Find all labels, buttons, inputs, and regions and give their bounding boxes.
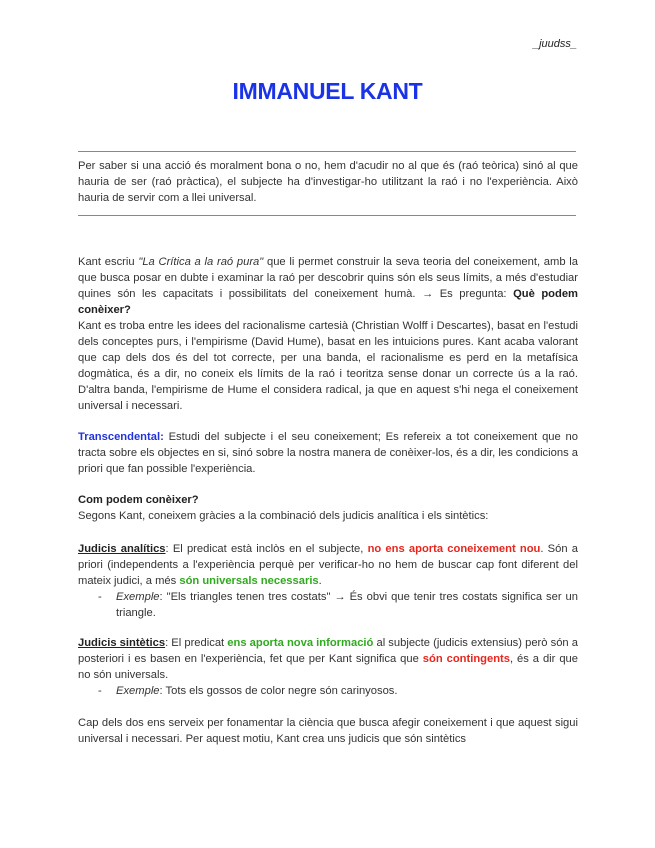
synthetic-example: - Exemple: Tots els gossos de color negre són carinyosos. (98, 685, 398, 697)
analytic-term: Judicis analítics (78, 543, 166, 555)
synthetic-highlight-red: són contingents (422, 653, 510, 665)
analytic-highlight-red: no ens aporta coneixement nou (367, 543, 541, 555)
transcendental-definition: Transcendental: Estudi del subjecte i el seu coneixement; Es refereix a tot coneixement que no tracta sobre els objectes en si, sinó sobre la nostra manera de conèixer-los, és a dir, les condicions a priori que fan possible l'experiència. (78, 431, 578, 475)
analytic-example: - Exemple: "Els triangles tenen tres costats" → És obvi que tenir tres costats significa ser un triangle. (98, 591, 578, 619)
transcendental-term: Transcendental: (78, 431, 164, 443)
rationalism-empiricism-paragraph: Kant es troba entre les idees del racionalisme cartesià (Christian Wolff i Descartes), basat en l'estudi dels conceptes purs, i l'empirisme (David Hume), basat en les intuicions pures. Kant acaba valorant que cap dels dos és del tot correcte, per una banda, el racionalisme es perd en la metafísica dogmàtica, és a dir, no coneix els límits de la raó i teoritza sense donar un correcte ús a la raó. D'altra banda, l'empirisme de Hume el considera radical, ja que en aquest s'hi nega el coneixement universal i necessari. (78, 320, 578, 412)
question-what: Què podem conèixer? (78, 288, 578, 316)
divider-bottom (78, 215, 576, 216)
analytic-highlight-green: són universals necessaris (179, 575, 319, 587)
synthetic-highlight-green: ens aporta nova informació (227, 637, 374, 649)
synthetic-judgments: Judicis sintètics: El predicat ens aporta nova informació al subjecte (judicis extensius) però són a posteriori i es basen en l'experiència, fet que per Kant significa que són contingents, és a dir que no són universals. - Exemple: Tots els gossos de color negre són carinyosos. (78, 637, 578, 697)
closing-paragraph: Cap dels dos ens serveix per fonamentar la ciència que busca afegir coneixement i que aquest sigui universal i necessari. Per aquest motiu, Kant crea uns judicis que són sintètics (78, 717, 578, 745)
how-section: Com podem conèixer? Segons Kant, coneixem gràcies a la combinació dels judicis analítica i els sintètics: (78, 494, 489, 522)
page-title: IMMANUEL KANT (232, 78, 423, 104)
divider-top (78, 151, 576, 152)
analytic-judgments: Judicis analítics: El predicat està inclòs en el subjecte, no ens aporta coneixement nou. Són a priori (independents a l'experiència perquè per verificar-ho no hem de buscar cap font diferent del mateix judici, a més són universals necessaris. - Exemple: "Els triangles tenen tres costats" → És obvi que tenir tres costats significa ser un triangle. (78, 543, 578, 619)
book-title: "La Crítica a la raó pura" (138, 256, 264, 268)
question-how: Com podem conèixer? (78, 494, 199, 506)
intro-paragraph: Per saber si una acció és moralment bona o no, hem d'acudir no al que és (raó teòrica) sinó al que hauria de ser (raó pràctica), el subjecte ha d'investigar-ho utilitzant la raó i no l'experiència. Això hauria de servir com a llei universal. (78, 160, 578, 204)
author-signature: _juudss_ (532, 38, 577, 50)
synthetic-term: Judicis sintètics (78, 637, 166, 649)
critique-paragraph: Kant escriu "La Crítica a la raó pura" que li permet construir la seva teoria del coneixement, amb la que busca posar en dubte i examinar la raó per descobrir quins són els seus límits, a més d'estudiar quines són les capacitats i possibilitats del coneixement humà. → Es pregunta: Què podem conèixer? Kant es troba entre les idees del racionalisme cartesià (Christian Wolff i Descartes), basat en l'estudi dels conceptes purs, i l'empirisme (David Hume), basat en les intuicions pures. Kant acaba valorant que cap dels dos és del tot correcte, per una banda, el racionalisme es perd en la metafísica dogmàtica, és a dir, no coneix els límits de la raó i teoritza sense donar un correcte ús a la raó. D'altra banda, l'empirisme de Hume el considera radical, ja que en aquest s'hi nega el coneixement universal i necessari. (78, 256, 579, 412)
